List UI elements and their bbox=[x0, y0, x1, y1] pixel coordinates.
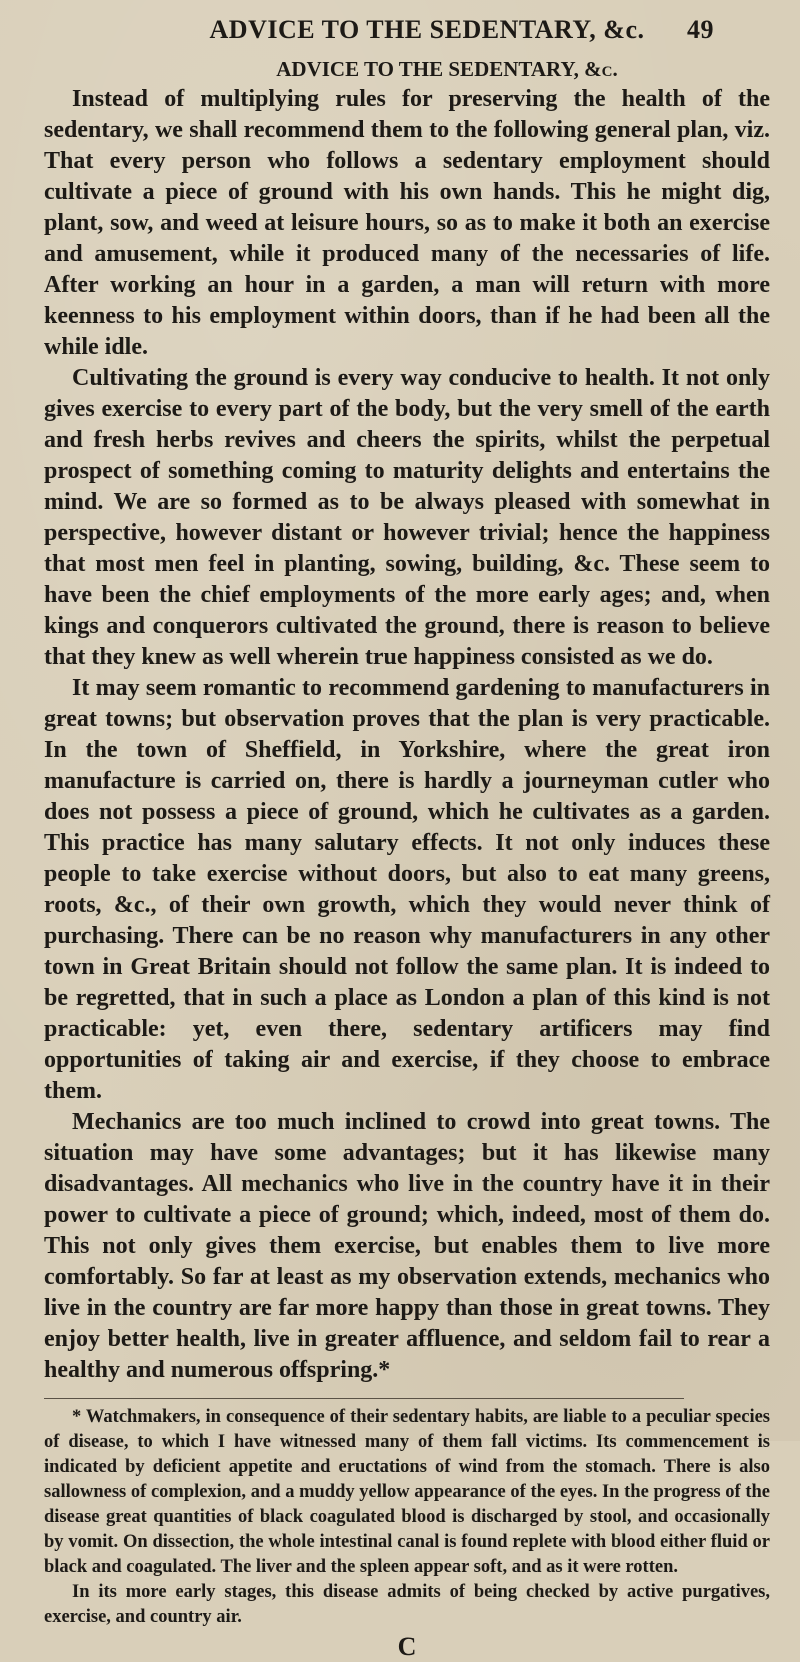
paragraph-4: Mechanics are too much inclined to crowd into great towns. The situation may have some advantages; but it has likewise many disadvantages. All mechanics who live in the country have it in their power to cultivate a piece of ground; which, indeed, most of them do. This not only gives them exercise, but enables them to live more comfortably. So far at least as my observation extends, mechanics who live in the country are far more happy than those in great towns. They enjoy better health, live in greater affluence, and seldom fail to rear a healthy and numerous offspring.* bbox=[44, 1109, 770, 1383]
page-number: 49 bbox=[687, 15, 714, 44]
footnote bbox=[44, 1405, 770, 1630]
footnote-paragraph-1: * Watchmakers, in consequence of their sedentary habits, are liable to a peculiar species of disease, to which I have witnessed many of them fall victims. Its commencement is indicated by deficient appetite and eructations of wind from the stomach. There is also sallowness of complexion, and a muddy yellow appearance of the eyes. In the progress of the disease great quantities of black coagulated blood is discharged by stool, and occasionally by vomit. On dissection, the whole intestinal canal is found replete with blood either fluid or black and coagulated. The liver and the spleen appear soft, and as it were rotten. bbox=[44, 1407, 770, 1577]
running-head bbox=[84, 10, 770, 50]
paragraph-1: Instead of multiplying rules for preserving the health of the sedentary, we shall recommend them to the following general plan, viz. That every person who follows a sedentary employment should cultivate a piece of ground with his own hands. This he might dig, plant, sow, and weed at leisure hours, so as to make it both an exercise and amusement, while it produced many of the necessaries of life. After working an hour in a garden, a man will return with more keenness to his employment within doors, than if he had been all the while idle. bbox=[44, 86, 770, 360]
paragraph-3: It may seem romantic to recommend gardening to manufacturers in great towns; but observation proves that the plan is very practicable. In the town of Sheffield, in Yorkshire, where the great iron manufacture is carried on, there is hardly a journeyman cutler who does not possess a piece of ground, which he cultivates as a garden. This practice has many salutary effects. It not only induces these people to take exercise without doors, but also to eat many greens, roots, &c., of their own growth, which they would never think of purchasing. There can be no reason why manufacturers in any other town in Great Britain should not follow the same plan. It is indeed to be regretted, that in such a place as London a plan of this kind is not practicable: yet, even there, sedentary artificers may find opportunities of taking air and exercise, if they choose to embrace them. bbox=[44, 675, 770, 1104]
paragraph-2: Cultivating the ground is every way conducive to health. It not only gives exercise to every part of the body, but the very smell of the earth and fresh herbs revives and cheers the spirits, whilst the perpetual prospect of something coming to maturity delights and entertains the mind. We are so formed as to be always pleased with somewhat in perspective, however distant or however trivial; hence the happiness that most men feel in planting, sowing, building, &c. These seem to have been the chief employments of the more early ages; and, when kings and conquerors cultivated the ground, there is reason to believe that they knew as well wherein true happiness consisted as we do. bbox=[44, 365, 770, 670]
section-heading bbox=[124, 54, 770, 84]
footnote-divider bbox=[44, 1398, 684, 1399]
footnote-paragraph-2: In its more early stages, this disease admits of being checked by active purgatives, exercise, and country air. bbox=[44, 1582, 770, 1627]
running-head-title: ADVICE TO THE SEDENTARY, &c. bbox=[209, 15, 645, 44]
signature-mark: C bbox=[397, 1632, 417, 1661]
main-text bbox=[44, 84, 770, 1386]
section-heading-text: ADVICE TO THE SEDENTARY, &c. bbox=[276, 57, 618, 81]
